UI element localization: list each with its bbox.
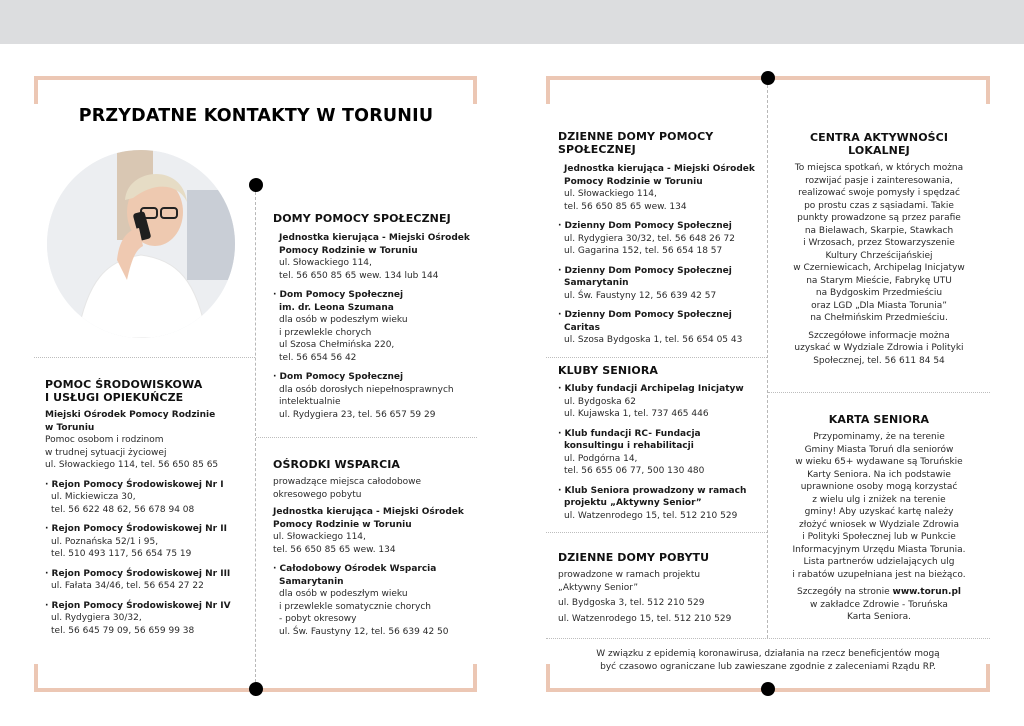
item-name: Caritas	[564, 322, 600, 333]
item-name: · Dzienny Dom Pomocy Społecznej	[558, 310, 732, 320]
unit-phone: tel. 56 650 85 65 wew. 134	[564, 201, 687, 212]
item-name: · Dom Pomocy Społecznej	[273, 290, 404, 300]
item-desc: dla osób dorosłych niepełnosprawnych	[279, 384, 454, 395]
paragraph	[772, 586, 986, 624]
item-desc: i przewlekle chorych	[279, 327, 372, 338]
item-phone: tel. 56 654 56 42	[279, 352, 357, 363]
item-address: ul Szosa Chełmińska 220,	[279, 340, 395, 350]
item-name: · Rejon Pomocy Środowiskowej Nr IV	[45, 600, 231, 611]
text-line: i Polityki Społecznej lub w Punkcie	[802, 532, 956, 542]
paragraph	[772, 330, 986, 368]
text-line: po prostu czas z sąsiadami. Takie	[804, 200, 954, 211]
text-line: rozwijać pasje i zainteresowania,	[805, 175, 953, 186]
text-line: uzyskać w Wydziale Zdrowia i Polityki	[794, 343, 964, 353]
section-heading: POMOC ŚRODOWISKOWA	[45, 378, 203, 391]
text-line: oraz LGD „Dla Miasta Torunia”	[811, 300, 947, 311]
item-name: · Kluby fundacji Archipelag Inicjatyw	[558, 384, 744, 394]
item-address: ul. Kujawska 1, tel. 737 465 446	[564, 409, 709, 419]
column-divider	[767, 85, 768, 638]
bullet-dot	[761, 71, 775, 85]
address-line: ul. Watzenrodego 15, tel. 512 210 529	[558, 613, 732, 624]
text-line: złożyć wniosek w Wydziale Zdrowia	[799, 519, 959, 530]
section-desc: prowadzące miejsca całodobowe	[273, 477, 422, 487]
text-line: w Czerniewicach, Archipelag Inicjatyw	[793, 263, 965, 273]
list-item	[273, 371, 477, 421]
text-line: na Starym Mieście, Fabrykę UTU	[806, 275, 952, 286]
text: Karta Seniora.	[847, 612, 911, 622]
org-name: w Toruniu	[45, 422, 95, 433]
text-line: i rabatów uzupełniana jest na bieżąco.	[792, 569, 966, 580]
item-phone: tel. 56 622 48 62, 56 678 94 08	[51, 504, 195, 515]
bullet-dot	[761, 682, 775, 696]
section-pomoc-srodowiskowa	[45, 378, 250, 637]
covid-notice	[548, 648, 988, 673]
text-line: w wieku 65+ wydawane są Toruńskie	[795, 457, 963, 467]
item-address: ul. Rydygiera 23, tel. 56 657 59 29	[279, 409, 436, 420]
unit-name: Jednostka kierująca - Miejski Ośrodek	[564, 164, 755, 174]
text-line: Karty Seniora. Na ich podstawie	[807, 469, 951, 480]
unit-address: ul. Słowackiego 114,	[564, 189, 657, 199]
section-domy-pomocy	[273, 212, 477, 421]
item-name: Samarytanin	[564, 278, 629, 288]
section-divider	[546, 638, 990, 639]
item-address: ul. Mickiewicza 30,	[51, 492, 136, 502]
item-desc: i przewlekle somatycznie chorych	[279, 601, 431, 612]
list-item	[45, 479, 250, 517]
list-item	[45, 600, 250, 638]
item-address: ul. Poznańska 52/1 i 95,	[51, 536, 159, 547]
item-name: · Całodobowy Ośrodek Wsparcia	[273, 564, 437, 574]
section-osrodki-wsparcia	[273, 458, 477, 638]
unit-phone: tel. 56 650 85 65 wew. 134 lub 144	[279, 270, 439, 281]
item-address: ul. Szosa Bydgoska 1, tel. 56 654 05 43	[564, 335, 743, 345]
item-name: · Dzienny Dom Pomocy Społecznej	[558, 265, 732, 276]
list-item	[45, 568, 250, 593]
section-heading: CENTRA AKTYWNOŚCI	[809, 131, 949, 144]
section-heading: KARTA SENIORA	[828, 413, 930, 426]
paragraph	[772, 431, 986, 581]
item-name: · Dom Pomocy Społecznej	[273, 372, 404, 382]
unit-phone: tel. 56 650 85 65 wew. 134	[273, 544, 396, 555]
text-line: Społecznej, tel. 56 611 84 54	[813, 355, 945, 366]
org-desc: Pomoc osobom i rodzinom	[45, 435, 164, 445]
item-phone: tel. 510 493 117, 56 654 75 19	[51, 549, 192, 559]
text-line: realizować swoje pomysły i spędzać	[798, 188, 960, 198]
text-line: To miejsca spotkań, w których można	[794, 163, 964, 173]
item-name: projektu „Aktywny Senior”	[564, 498, 702, 508]
item-name: · Klub fundacji RC- Fundacja	[558, 428, 701, 439]
list-item	[273, 563, 477, 638]
top-bracket-left	[34, 76, 477, 104]
text: w zakładce Zdrowie - Toruńska	[810, 599, 948, 610]
section-karta-seniora	[772, 413, 986, 624]
item-desc: - pobyt okresowy	[279, 614, 357, 624]
section-divider	[34, 357, 255, 358]
section-heading: I USŁUGI OPIEKUŃCZE	[45, 391, 184, 404]
list-item	[558, 220, 763, 258]
section-heading: DZIENNE DOMY POBYTU	[558, 551, 710, 564]
text-line: na Bydgoskim Przedmieściu	[815, 288, 943, 298]
item-name: · Rejon Pomocy Środowiskowej Nr II	[45, 524, 227, 534]
item-address: ul. Św. Faustyny 12, tel. 56 639 42 50	[279, 626, 449, 637]
section-desc: okresowego pobytu	[273, 489, 362, 500]
section-desc: „Aktywny Senior”	[558, 582, 639, 593]
paragraph	[772, 162, 986, 325]
section-desc: prowadzone w ramach projektu	[558, 570, 701, 580]
item-address: ul. Watzenrodego 15, tel. 512 210 529	[564, 510, 738, 521]
text-line: na Chełmińskim Przedmieściu.	[810, 313, 948, 323]
section-kluby-seniora	[558, 364, 763, 522]
item-desc: intelektualnie	[279, 397, 341, 407]
bullet-dot	[249, 178, 263, 192]
list-item	[558, 485, 763, 523]
item-name: · Dzienny Dom Pomocy Społecznej	[558, 221, 732, 231]
item-address: ul. Rydygiera 30/32,	[51, 613, 142, 623]
item-address: ul. Rydygiera 30/32, tel. 56 648 26 72	[564, 233, 735, 244]
item-phone: tel. 56 655 06 77, 500 130 480	[564, 466, 705, 476]
bullet-dot	[249, 682, 263, 696]
section-heading: DOMY POMOCY SPOŁECZNEJ	[273, 212, 451, 225]
list-item	[273, 289, 477, 364]
list-item	[558, 383, 763, 421]
text-line: Szczegółowe informacje można	[808, 330, 950, 341]
unit-name: Jednostka kierująca - Miejski Ośrodek	[273, 507, 464, 517]
list-item	[45, 523, 250, 561]
item-desc: dla osób w podeszłym wieku	[279, 315, 408, 325]
address-line: ul. Bydgoska 3, tel. 512 210 529	[558, 598, 705, 608]
text-line: Lista partnerów udzielających ulg	[803, 557, 955, 567]
item-address: ul. Św. Faustyny 12, 56 639 42 57	[564, 290, 717, 301]
notice-line: W związku z epidemią koronawirusa, działania na rzecz beneficjentów mogą	[596, 649, 940, 659]
section-divider	[768, 392, 990, 393]
list-item	[558, 309, 763, 347]
text-line: z wielu ulg i zniżek na terenie	[812, 494, 946, 505]
website-link[interactable]: www.torun.pl	[892, 587, 961, 597]
section-divider	[546, 532, 767, 533]
list-item	[558, 265, 763, 303]
woman-on-phone-photo	[47, 150, 235, 338]
section-dzienne-domy-pomocy	[558, 130, 763, 347]
unit-address: ul. Słowackiego 114,	[279, 258, 372, 268]
text: Szczegóły na stronie	[796, 587, 893, 597]
page-title: PRZYDATNE KONTAKTY W TORUNIU	[78, 106, 434, 126]
top-bar	[0, 0, 1024, 44]
list-item	[558, 428, 763, 478]
section-divider	[256, 437, 477, 438]
section-divider	[546, 357, 767, 358]
text-line: Gminy Miasta Toruń dla seniorów	[804, 444, 954, 455]
org-desc: w trudnej sytuacji życiowej	[45, 447, 167, 458]
org-address: ul. Słowackiego 114, tel. 56 650 85 65	[45, 460, 219, 470]
unit-name: Pomocy Rodzinie w Toruniu	[273, 519, 412, 530]
item-name: konsultingu i rehabilitacji	[564, 441, 694, 451]
section-dzienne-domy-pobytu	[558, 551, 763, 625]
text-line: Kultury Chrześcijańskiej	[825, 250, 933, 261]
org-name: Miejski Ośrodek Pomocy Rodzinie	[45, 410, 216, 420]
unit-name: Pomocy Rodzinie w Toruniu	[564, 176, 703, 187]
item-phone: tel. 56 645 79 09, 56 659 99 38	[51, 625, 195, 636]
section-heading: KLUBY SENIORA	[558, 364, 659, 377]
item-name: Samarytanin	[279, 576, 344, 587]
item-name: · Rejon Pomocy Środowiskowej Nr III	[45, 568, 231, 579]
item-name: im. dr. Leona Szumana	[279, 302, 394, 313]
item-address: ul. Podgórna 14,	[564, 453, 638, 464]
text-line: punkty prowadzone są przez parafie	[797, 213, 961, 223]
text-line: gminy! Aby uzyskać kartę należy	[804, 507, 954, 517]
item-address: ul. Gagarina 152, tel. 56 654 18 57	[564, 246, 723, 256]
item-name: · Rejon Pomocy Środowiskowej Nr I	[45, 479, 224, 490]
text-line: na Bielawach, Skarpie, Stawkach	[804, 225, 954, 236]
unit-name: Pomocy Rodzinie w Toruniu	[279, 245, 418, 256]
section-heading: LOKALNEJ	[848, 144, 910, 157]
section-heading: DZIENNE DOMY POMOCY	[558, 130, 714, 143]
text-line: i Wrzosach, przez Stowarzyszenie	[803, 238, 955, 248]
notice-line: być czasowo ograniczane lub zawieszane zgodnie z zaleceniami Rządu RP.	[600, 661, 936, 672]
unit-address: ul. Słowackiego 114,	[273, 532, 366, 542]
section-heading: OŚRODKI WSPARCIA	[273, 458, 401, 471]
text-line: Informacyjnym Urzędu Miasta Torunia.	[792, 544, 966, 555]
item-name: · Klub Seniora prowadzony w ramach	[558, 485, 747, 496]
text-line: Przypominamy, że na terenie	[813, 432, 945, 442]
section-heading: SPOŁECZNEJ	[558, 143, 636, 156]
item-desc: dla osób w podeszłym wieku	[279, 589, 408, 599]
text-line: uprawnione osoby mogą korzystać	[800, 482, 958, 492]
section-centra-aktywnosci	[772, 131, 986, 367]
item-address: ul. Bydgoska 62	[564, 396, 636, 407]
unit-name: Jednostka kierująca - Miejski Ośrodek	[279, 233, 470, 243]
item-address: ul. Fałata 34/46, tel. 56 654 27 22	[51, 581, 204, 591]
